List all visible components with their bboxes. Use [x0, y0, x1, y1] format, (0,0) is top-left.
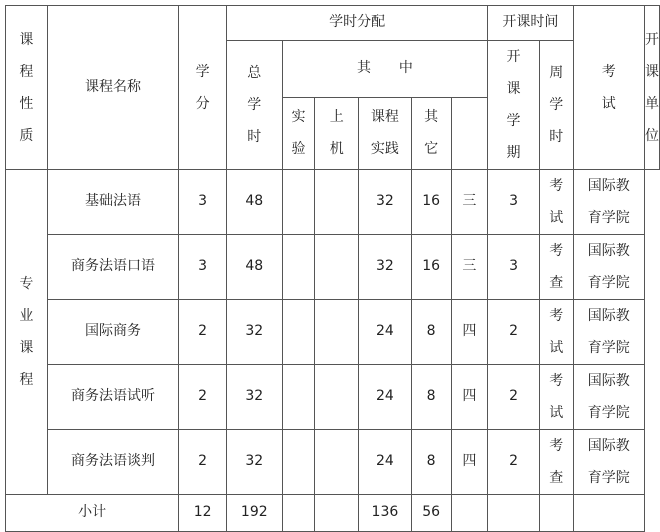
weekly-cell: 2: [488, 430, 540, 495]
practice-cell: 24: [359, 430, 412, 495]
table-row: [6, 430, 660, 495]
practice-cell: 32: [359, 170, 412, 235]
table-row: [6, 300, 660, 365]
exam-cell: [539, 300, 573, 365]
header-semester-text: 开 课 学 期: [506, 49, 521, 161]
header-nature: [6, 6, 48, 170]
course-name-cell: 国际商务: [47, 300, 179, 365]
lab-cell: [282, 430, 315, 495]
header-semester: [488, 41, 540, 170]
subtotal-credit: 12: [179, 495, 227, 532]
course-rows: [6, 170, 660, 495]
semester-cell: 四: [451, 365, 488, 430]
subtotal-practice: 136: [359, 495, 412, 532]
header-total-hours-text: 总 学 时: [247, 65, 262, 145]
header-practice: [359, 97, 412, 169]
header-computer-text: 上 机: [329, 109, 344, 158]
header-nature-text: 课 程 性 质: [19, 31, 34, 144]
header-dept-text: 开课 单位: [645, 31, 659, 144]
dept-text: 国际教 育学院: [587, 178, 630, 226]
exam-cell: [539, 430, 573, 495]
course-name-cell: 商务法语谈判: [47, 430, 179, 495]
lab-cell: [282, 170, 315, 235]
total-hours-cell: 32: [226, 430, 282, 495]
credit-cell: 3: [179, 235, 227, 300]
dept-text: 国际教 育学院: [587, 243, 630, 291]
computer-cell: [315, 430, 359, 495]
computer-cell: [315, 235, 359, 300]
subtotal-dept: [573, 495, 644, 532]
credit-cell: 2: [179, 300, 227, 365]
dept-text: 国际教 育学院: [587, 308, 630, 356]
header-of-which: 其 中: [282, 41, 488, 98]
header-hours-group: 学时分配: [226, 6, 487, 41]
header-total-hours: [226, 41, 282, 170]
header-schedule-group: 开课时间: [488, 6, 573, 41]
other-cell: 8: [411, 365, 451, 430]
header-credit: [179, 6, 227, 170]
category-cell: [6, 170, 48, 495]
course-name-cell: 商务法语口语: [47, 235, 179, 300]
exam-text: 考 查: [549, 438, 564, 486]
computer-cell: [315, 300, 359, 365]
exam-cell: [539, 170, 573, 235]
total-hours-cell: 48: [226, 235, 282, 300]
subtotal-total: 192: [226, 495, 282, 532]
header-dept: [645, 6, 660, 170]
header-weekly: [539, 41, 573, 170]
exam-text: 考 查: [549, 243, 564, 291]
table-row: [6, 170, 660, 235]
exam-cell: [539, 365, 573, 430]
subtotal-other: 56: [411, 495, 451, 532]
subtotal-weekly: [488, 495, 540, 532]
total-hours-cell: 32: [226, 300, 282, 365]
dept-cell: [573, 235, 644, 300]
lab-cell: [282, 365, 315, 430]
course-table: [5, 5, 660, 532]
header-computer: [315, 97, 359, 169]
credit-cell: 3: [179, 170, 227, 235]
total-hours-cell: 48: [226, 170, 282, 235]
subtotal-computer: [315, 495, 359, 532]
header-lab: [282, 97, 315, 169]
table-row: [6, 235, 660, 300]
semester-cell: 四: [451, 300, 488, 365]
dept-text: 国际教 育学院: [587, 438, 630, 486]
semester-cell: 三: [451, 235, 488, 300]
header-row-1: [6, 6, 660, 41]
lab-cell: [282, 300, 315, 365]
credit-cell: 2: [179, 430, 227, 495]
dept-cell: [573, 300, 644, 365]
course-table-wrapper: [5, 5, 660, 532]
other-cell: 8: [411, 430, 451, 495]
total-hours-cell: 32: [226, 365, 282, 430]
header-practice-text: 课程 实践: [370, 109, 399, 158]
practice-cell: 24: [359, 365, 412, 430]
exam-text: 考 试: [549, 373, 564, 421]
computer-cell: [315, 365, 359, 430]
header-lab-text: 实 验: [291, 109, 306, 158]
weekly-cell: 3: [488, 170, 540, 235]
practice-cell: 24: [359, 300, 412, 365]
practice-cell: 32: [359, 235, 412, 300]
semester-cell: 四: [451, 430, 488, 495]
subtotal-exam: [539, 495, 573, 532]
subtotal-row: [6, 495, 660, 532]
computer-cell: [315, 170, 359, 235]
weekly-cell: 2: [488, 365, 540, 430]
other-cell: 16: [411, 235, 451, 300]
category-text: 专 业 课 程: [19, 276, 34, 388]
dept-cell: [573, 170, 644, 235]
subtotal-semester: [451, 495, 488, 532]
course-name-cell: 基础法语: [47, 170, 179, 235]
other-cell: 8: [411, 300, 451, 365]
lab-cell: [282, 235, 315, 300]
dept-cell: [573, 430, 644, 495]
header-other: [411, 97, 451, 169]
header-name: 课程名称: [47, 6, 179, 170]
exam-text: 考 试: [549, 178, 564, 226]
course-name-cell: 商务法语试听: [47, 365, 179, 430]
exam-cell: [539, 235, 573, 300]
subtotal-label: 小计: [6, 495, 179, 532]
dept-cell: [573, 365, 644, 430]
weekly-cell: 3: [488, 235, 540, 300]
header-exam: [573, 6, 644, 170]
weekly-cell: 2: [488, 300, 540, 365]
credit-cell: 2: [179, 365, 227, 430]
header-other-text: 其 它: [424, 109, 439, 158]
header-credit-text: 学 分: [195, 63, 210, 112]
dept-text: 国际教 育学院: [587, 373, 630, 421]
header-exam-text: 考 试: [601, 63, 616, 112]
table-row: [6, 365, 660, 430]
semester-cell: 三: [451, 170, 488, 235]
other-cell: 16: [411, 170, 451, 235]
header-weekly-text: 周 学 时: [549, 65, 564, 145]
exam-text: 考 试: [549, 308, 564, 356]
subtotal-lab: [282, 495, 315, 532]
